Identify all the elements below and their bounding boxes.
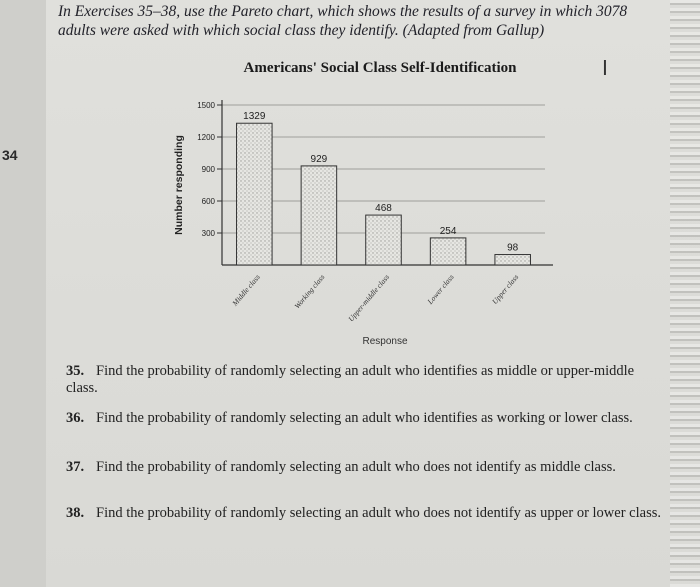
exercise-intro: In Exercises 35–38, use the Pareto chart, which shows the results of a survey in which 3078 adults were asked with which social class they identify. (Adapted from Gallup) xyxy=(58,3,628,39)
x-tick-label: Upper class xyxy=(490,272,521,306)
x-tick-label: Working class xyxy=(292,272,327,311)
question-number: 36. xyxy=(66,410,85,426)
question-number: 35. xyxy=(66,363,85,379)
question-number: 37. xyxy=(66,459,85,475)
data-label: 929 xyxy=(310,153,328,165)
y-tick-label: 300 xyxy=(201,229,215,238)
question-item xyxy=(66,505,666,522)
x-axis-label: Response xyxy=(362,336,408,347)
bar xyxy=(301,166,337,265)
bars xyxy=(237,123,531,265)
y-tick-label: 1500 xyxy=(197,101,215,110)
x-tick-label: Upper-middle class xyxy=(346,272,392,324)
x-tick-label: Lower class xyxy=(425,272,456,306)
bar xyxy=(430,238,466,265)
question-text: Find the probability of randomly selecting an adult who identifies as middle or upper-middle class. xyxy=(66,363,635,396)
data-label: 254 xyxy=(439,225,457,237)
question-item xyxy=(66,363,666,397)
question-text: Find the probability of randomly selecting an adult who identifies as working or lower class. xyxy=(96,410,633,426)
y-tick-label: 900 xyxy=(201,165,215,174)
data-label: 468 xyxy=(375,203,392,215)
y-tick-labels xyxy=(197,101,215,238)
x-tick-labels xyxy=(230,272,520,323)
question-number: 38. xyxy=(66,505,85,521)
question-text: Find the probability of randomly selecting an adult who does not identify as middle class. xyxy=(96,459,616,475)
data-label: 98 xyxy=(507,242,519,254)
x-tick-label: Middle class xyxy=(230,272,262,308)
question-item xyxy=(66,410,666,427)
data-label: 1329 xyxy=(243,111,266,123)
margin-page-number: 34 xyxy=(2,147,18,163)
y-axis-label: Number responding xyxy=(173,135,185,235)
y-tick-label: 600 xyxy=(201,197,215,206)
bar xyxy=(366,215,402,265)
bar xyxy=(237,123,273,265)
chart-title: Americans' Social Class Self-Identification xyxy=(243,60,517,76)
question-text: Find the probability of randomly selecting an adult who does not identify as upper or lower class. xyxy=(96,505,661,521)
y-tick-label: 1200 xyxy=(197,133,215,142)
bar xyxy=(495,255,531,265)
text-cursor-icon: I xyxy=(602,56,608,80)
question-item xyxy=(66,459,666,476)
